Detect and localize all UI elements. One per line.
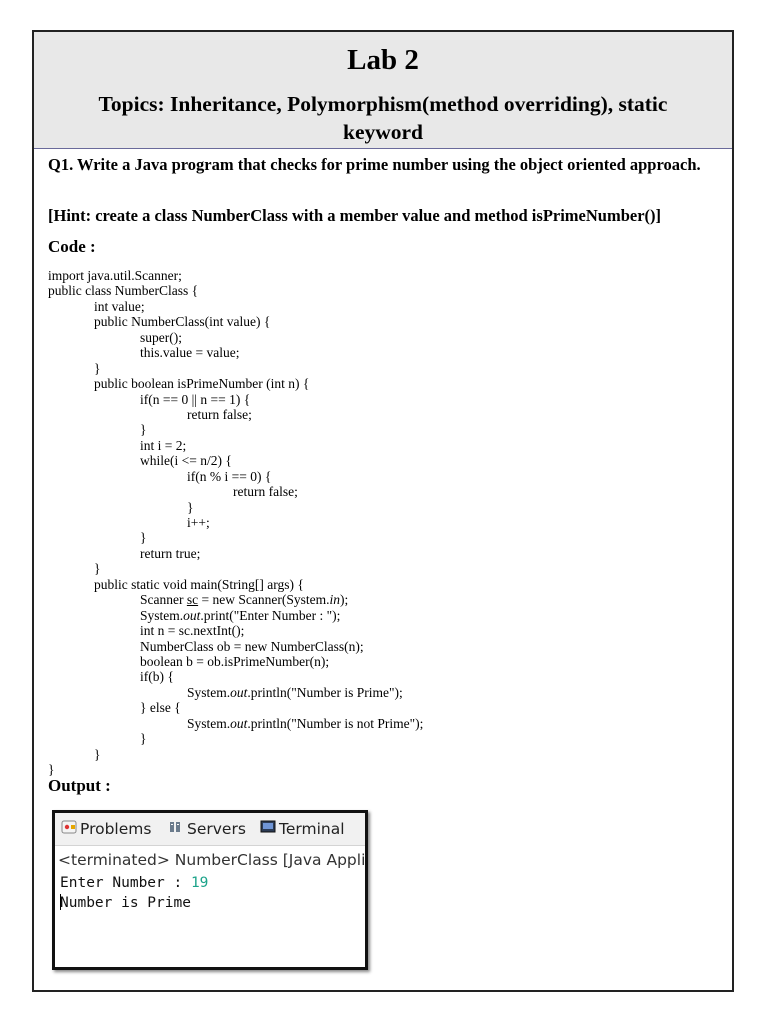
topics-heading: Topics: Inheritance, Polymorphism(method overriding), static keyword [98,92,668,144]
console-screenshot [52,810,368,970]
tab-label: Terminal [279,820,345,838]
code-segment: in [329,592,340,608]
code-line: return false; [187,406,252,422]
code-line: } [94,746,101,762]
output-label: Output : [48,776,111,795]
code-line [48,685,423,700]
code-line: return false; [233,484,298,500]
code-line: int i = 2; [140,437,187,453]
code-block [48,268,423,777]
code-line: this.value = value; [140,345,240,361]
code-segment: sc [186,592,199,608]
code-line [48,716,423,731]
code-line: i++; [187,515,210,530]
code-line: super(); [140,329,182,345]
code-line: } [140,530,147,546]
code-segment: System. [187,715,231,731]
code-segment: out [183,607,201,623]
terminated-status: <terminated> NumberClass [Java Appli [58,851,366,869]
code-label: Code : [48,237,96,256]
code-segment: .println("Number is Prime"); [247,684,403,700]
code-segment: Scanner [140,592,187,608]
servers-icon [168,820,184,838]
code-segment: out [230,684,248,700]
code-segment: .println("Number is not Prime"); [247,715,424,731]
console-result-line [60,894,191,911]
code-line [48,592,423,607]
terminal-icon [260,820,276,838]
question-text: Q1. Write a Java program that checks for prime number using the object oriented approach. [48,155,701,174]
code-segment: .print("Enter Number : "); [200,607,341,623]
console-prompt: Enter Number : [60,875,191,891]
page-title: Lab 2 [347,44,419,76]
code-line [48,608,423,623]
code-line: } [94,360,101,376]
code-line: if(b) { [140,669,174,685]
header-banner [34,32,732,149]
code-line: if(n % i == 0) { [187,468,272,484]
code-line: while(i <= n/2) { [140,453,232,469]
code-line: } [140,422,147,438]
code-line: } [48,762,55,777]
tab-servers[interactable] [168,820,246,838]
lab-page [32,30,734,992]
code-line: } [187,499,194,515]
code-line: public class NumberClass { [48,283,199,299]
code-line: } [94,561,101,577]
code-segment: = new Scanner(System. [198,592,330,608]
tab-label: Problems [80,820,152,838]
code-line: NumberClass ob = new NumberClass(n); [140,638,364,654]
console-tab-bar [55,813,365,846]
code-line: } else { [140,700,181,716]
code-line: int value; [94,298,145,314]
code-line: public boolean isPrimeNumber (int n) { [94,376,310,392]
code-segment: out [230,715,248,731]
code-line: } [140,731,147,747]
code-line: import java.util.Scanner; [48,268,182,283]
problems-icon [61,820,77,838]
code-line: int n = sc.nextInt(); [140,623,245,639]
code-segment: System. [140,607,184,623]
tab-terminal[interactable] [260,820,345,838]
console-input-value: 19 [190,875,209,891]
console-result: Number is Prime [60,895,191,911]
tab-label: Servers [187,820,246,838]
console-prompt-line [60,875,208,891]
hint-text: [Hint: create a class NumberClass with a member value and method isPrimeNumber()] [48,206,662,225]
code-line: public static void main(String[] args) { [94,576,304,592]
code-line: return true; [140,545,201,561]
code-line: boolean b = ob.isPrimeNumber(n); [140,653,330,669]
code-segment: System. [187,684,231,700]
code-line: public NumberClass(int value) { [94,314,271,330]
code-line: if(n == 0 || n == 1) { [140,391,251,407]
tab-problems[interactable] [61,820,151,838]
code-segment: ); [339,592,349,608]
